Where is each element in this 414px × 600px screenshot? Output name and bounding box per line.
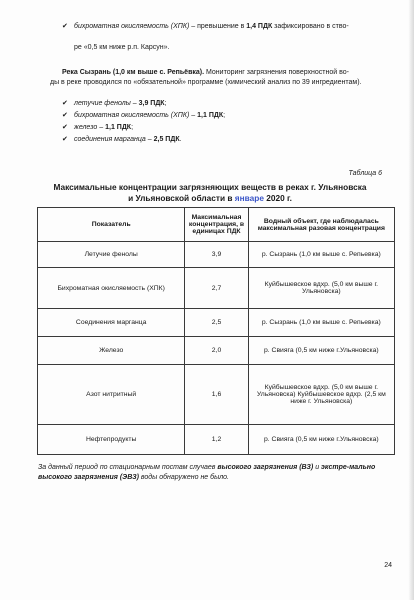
table-row: [38, 425, 395, 455]
cell-indicator: Азот нитритный: [38, 365, 185, 425]
river-paragraph: [50, 68, 385, 88]
table-header-row: [38, 208, 395, 242]
header-water-body: Водный объект, где наблюдалась максимальная разовая концентрация: [248, 208, 394, 242]
top-bullet-value: 1,4 ПДК: [246, 23, 273, 30]
top-bullet: [62, 22, 382, 31]
cell-water-body: Куйбышевское вдхр. (5,0 км выше г. Ульяновска) Куйбышевское вдхр. (2,5 км ниже г. Ульяновска): [248, 365, 394, 425]
top-bullet-mid: – превышение в: [189, 23, 247, 30]
cell-value: 1,2: [185, 425, 248, 455]
check-icon: ✔: [62, 100, 68, 107]
table-row: [38, 365, 395, 425]
cell-value: 3,9: [185, 242, 248, 268]
table-caption: Таблица 6: [348, 170, 382, 177]
table-title-year: 2020 г.: [263, 193, 292, 203]
cell-indicator: Нефтепродукты: [38, 425, 185, 455]
cell-value: 2,0: [185, 337, 248, 365]
page-edge-shadow: [408, 0, 414, 600]
cell-water-body: р. Сызрань (1,0 км выше с. Репьевка): [248, 242, 394, 268]
table-title: [40, 182, 380, 204]
footer-text: За данный период по стационарным постам случаев: [38, 464, 218, 471]
river-item-value: 1,1 ПДК: [197, 112, 224, 119]
top-bullet-continuation: ре «0,5 км ниже р.п. Карсун».: [74, 44, 170, 51]
river-item: ✔ соединения марганца – 2,5 ПДК.: [62, 136, 182, 143]
check-icon: ✔: [62, 136, 68, 143]
table-row: [38, 337, 395, 365]
river-item-name: летучие фенолы: [74, 100, 131, 107]
river-item-value: 2,5 ПДК: [153, 136, 180, 143]
footer-bold-evz: экстре-мально высокого загрязнения (ЭВЗ): [38, 464, 376, 481]
river-item-name: железо: [74, 124, 98, 131]
river-item-value: 3,9 ПДК: [138, 100, 165, 107]
header-max-concentration: Максимальная концентрация, в единицах ПДК: [185, 208, 248, 242]
table-title-line-2: [40, 193, 380, 204]
concentration-table: [37, 207, 395, 455]
cell-water-body: р. Сызрань (1,0 км выше с. Репьевка): [248, 309, 394, 337]
table-title-month: январе: [234, 193, 264, 203]
cell-indicator: Летучие фенолы: [38, 242, 185, 268]
table-row: [38, 242, 395, 268]
footer-text: воды обнаружено не было.: [138, 474, 230, 481]
table-title-line-1: Максимальные концентрации загрязняющих веществ в реках г. Ульяновска: [53, 182, 367, 192]
river-text-1: Мониторинг загрязнения поверхностной во-: [204, 69, 349, 76]
river-item: ✔ бихроматная окисляемость (ХПК) – 1,1 ПДК;: [62, 112, 226, 119]
table-title-text: и Ульяновской области в: [128, 193, 235, 203]
cell-indicator: Железо: [38, 337, 185, 365]
check-icon: ✔: [62, 112, 68, 119]
cell-water-body: р. Свияга (0,5 км ниже г.Ульяновска): [248, 425, 394, 455]
cell-value: 1,6: [185, 365, 248, 425]
check-icon: ✔: [62, 23, 68, 30]
header-indicator: Показатель: [38, 208, 185, 242]
footer-text: и: [313, 464, 322, 471]
cell-water-body: р. Свияга (0,5 км ниже г.Ульяновска): [248, 337, 394, 365]
footer-note: [38, 463, 380, 483]
check-icon: ✔: [62, 124, 68, 131]
table-row: [38, 268, 395, 309]
cell-water-body: Куйбышевское вдхр. (5,0 км выше г. Ульяновска): [248, 268, 394, 309]
page-number: 24: [384, 562, 392, 569]
table-row: [38, 309, 395, 337]
river-item: ✔ железо – 1,1 ПДК;: [62, 124, 134, 131]
cell-value: 2,5: [185, 309, 248, 337]
river-item: ✔ летучие фенолы – 3,9 ПДК;: [62, 100, 167, 107]
river-text-2: ды в реке проводился по «обязательной» программе (химический анализ по 39 ингредиентам).: [50, 79, 362, 86]
top-bullet-label: бихроматная окисляемость (ХПК): [74, 23, 190, 30]
top-bullet-suffix: зафиксировано в ство-: [272, 23, 349, 30]
footer-bold-vz: высокого загрязнения (ВЗ): [217, 464, 314, 471]
cell-indicator: Соединения марганца: [38, 309, 185, 337]
cell-value: 2,7: [185, 268, 248, 309]
river-item-value: 1,1 ПДК: [105, 124, 132, 131]
cell-indicator: Бихроматная окисляемость (ХПК): [38, 268, 185, 309]
river-heading: Река Сызрань (1,0 км выше с. Репьёвка).: [62, 69, 205, 76]
river-item-name: бихроматная окисляемость (ХПК): [74, 112, 190, 119]
river-item-name: соединения марганца: [74, 136, 146, 143]
